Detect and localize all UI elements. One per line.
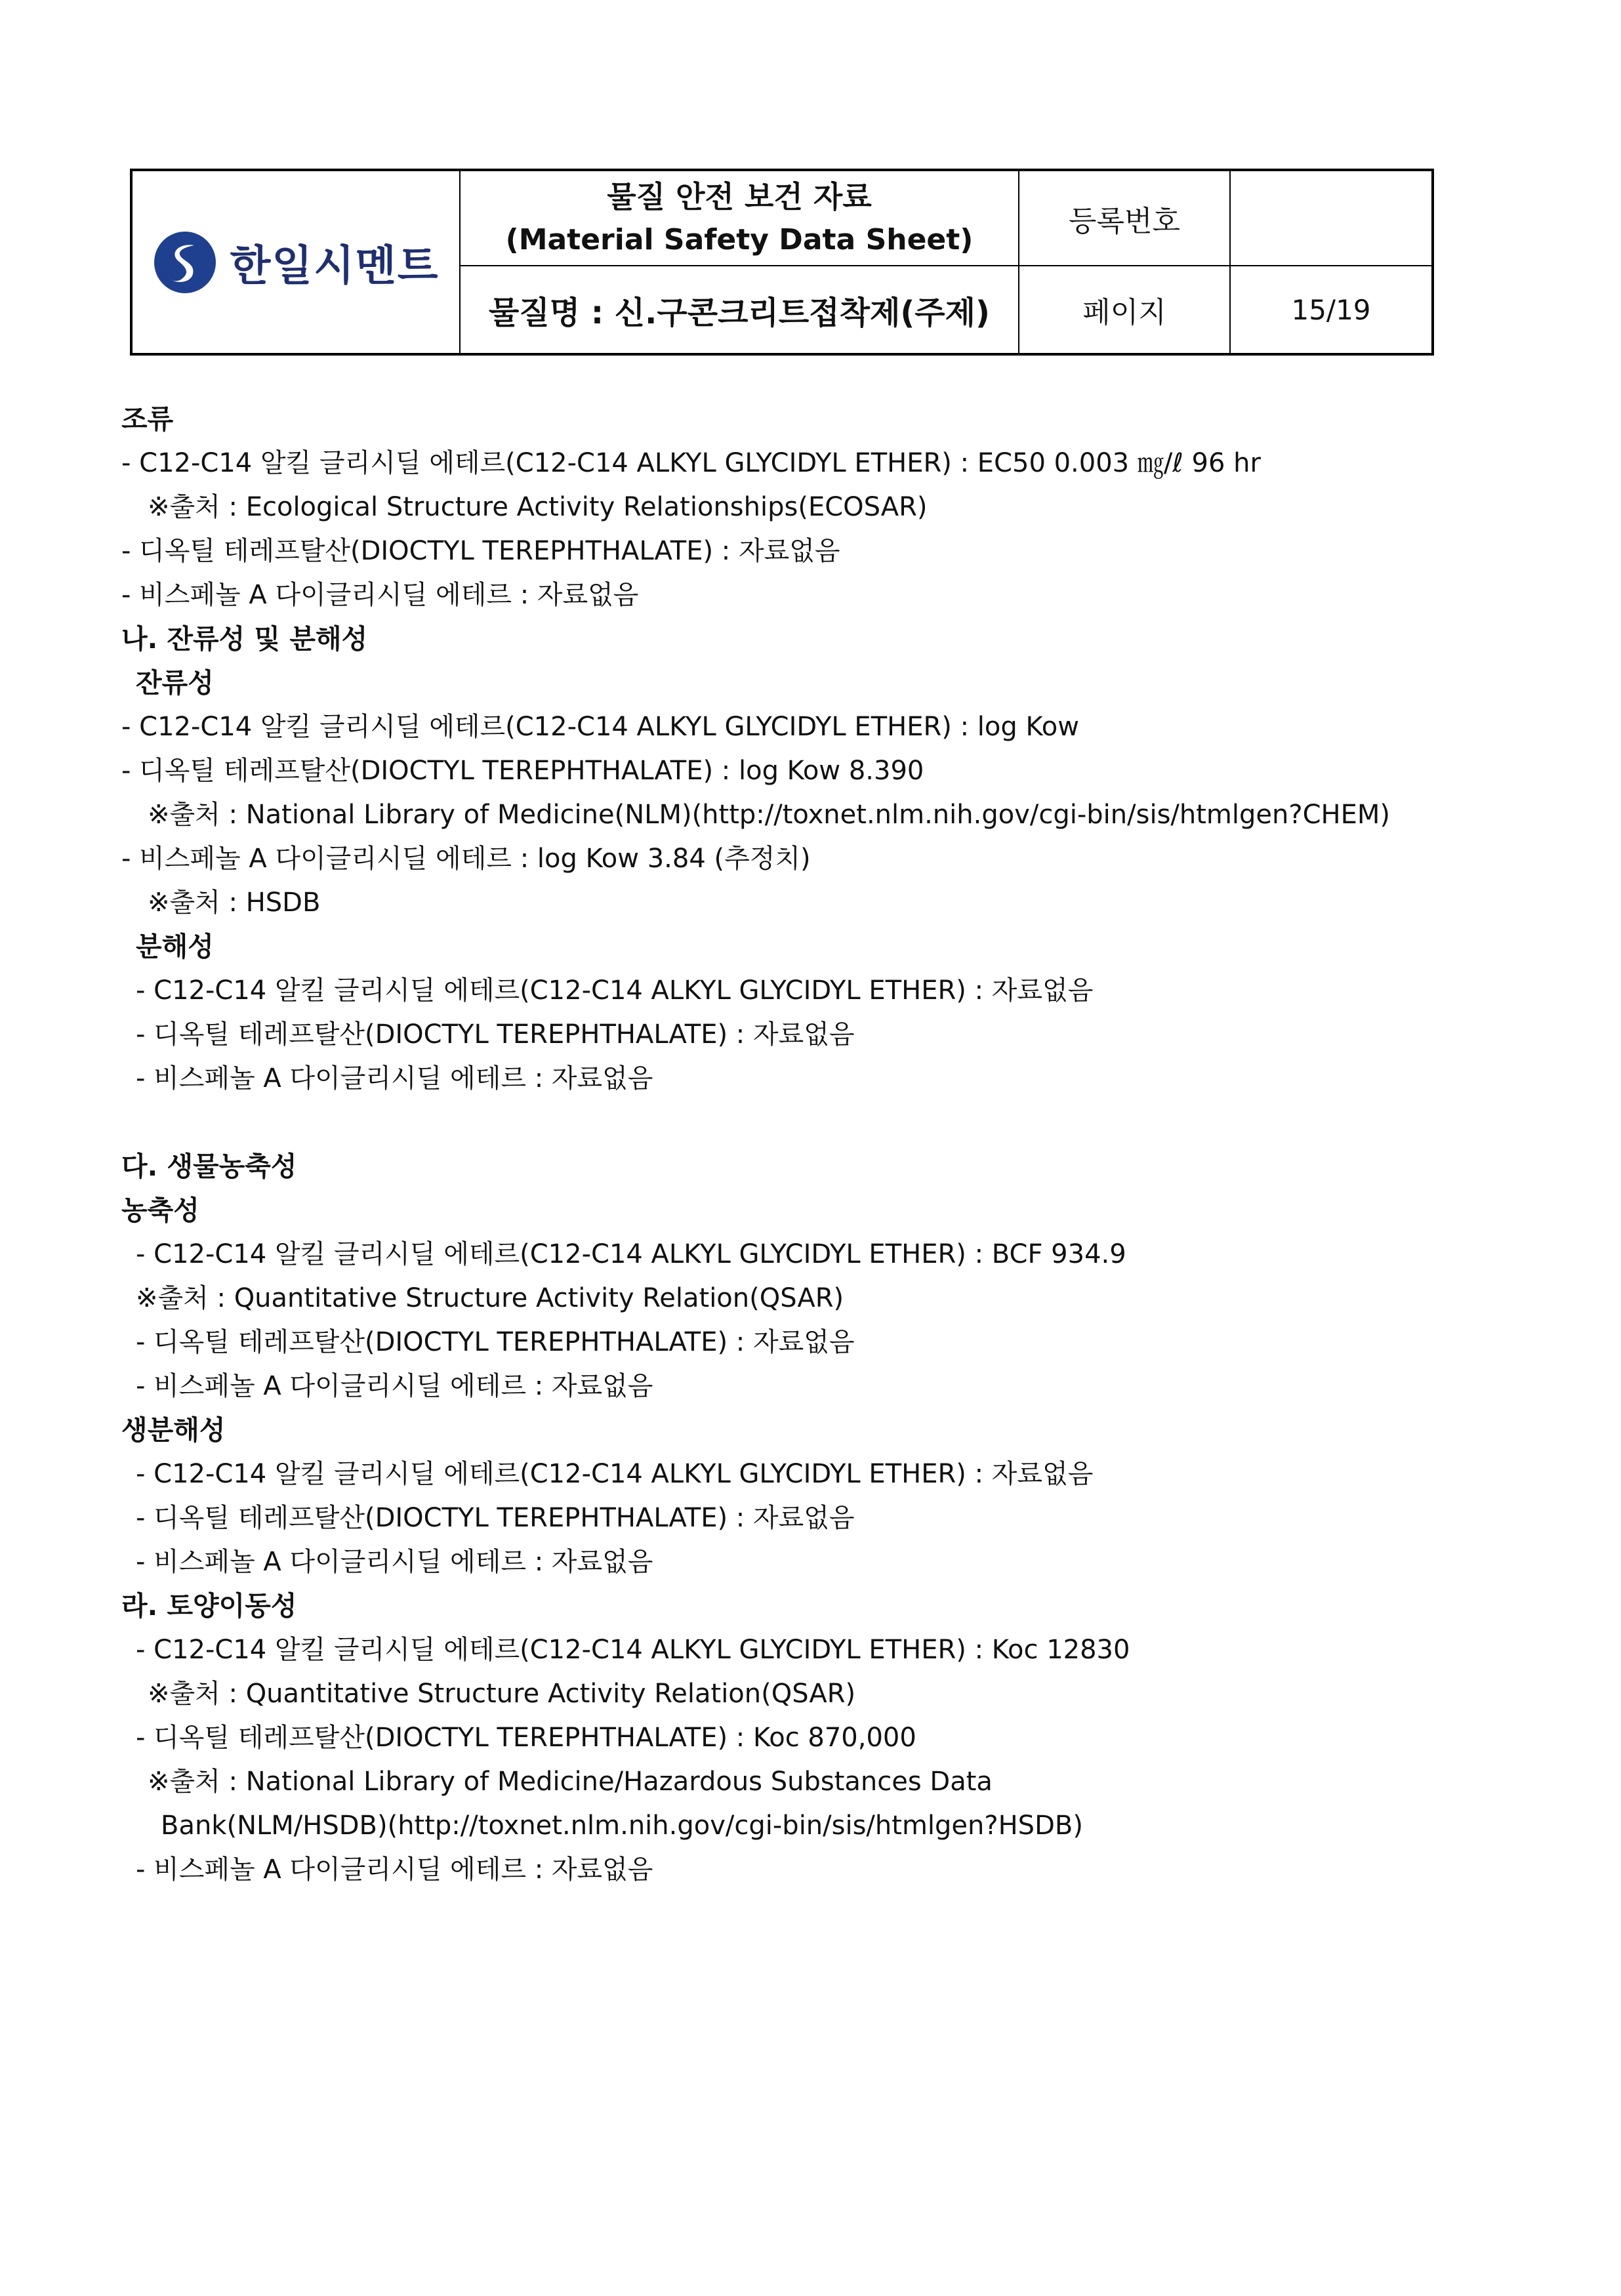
- text-line: ※출처 : Ecological Structure Activity Relationships(ECOSAR): [148, 492, 928, 522]
- document-title: [461, 171, 1018, 265]
- text-line: Bank(NLM/HSDB)(http://toxnet.nlm.nih.gov/cgi-bin/sis/htmlgen?HSDB): [161, 1811, 1083, 1841]
- company-name: 한일시멘트: [230, 241, 440, 291]
- text-line: - C12-C14 알킬 글리시딜 에테르(C12-C14 ALKYL GLYCIDYL ETHER) : Koc 12830: [136, 1635, 1130, 1665]
- text-line: - C12-C14 알킬 글리시딜 에테르(C12-C14 ALKYL GLYCIDYL ETHER) : EC50 0.003 ㎎/ℓ 96 hr: [121, 448, 1261, 478]
- blank-line: [121, 1101, 1532, 1145]
- title-english: (Material Safety Data Sheet): [505, 222, 974, 256]
- section-heading: 잔류성: [136, 667, 214, 699]
- header-table: [130, 169, 1434, 356]
- registration-number-value: [1231, 171, 1431, 265]
- text-line: - 비스페놀 A 다이글리시딜 에테르 : 자료없음: [136, 1063, 653, 1094]
- text-line: ※출처 : Quantitative Structure Activity Relation(QSAR): [136, 1283, 844, 1313]
- text-line: - 디옥틸 테레프탈산(DIOCTYL TEREPHTHALATE) : 자료없음: [136, 1019, 855, 1050]
- text-line: - C12-C14 알킬 글리시딜 에테르(C12-C14 ALKYL GLYCIDYL ETHER) : log Kow: [121, 712, 1079, 742]
- text-line: - 디옥틸 테레프탈산(DIOCTYL TEREPHTHALATE) : log Kow 8.390: [121, 756, 924, 786]
- product-name: 물질명 : 신.구콘크리트접착제(주제): [489, 294, 990, 331]
- logo-cell: [133, 171, 459, 353]
- section-heading: 생분해성: [121, 1414, 226, 1446]
- text-line: - 디옥틸 테레프탈산(DIOCTYL TEREPHTHALATE) : 자료없음: [136, 1327, 855, 1357]
- text-line: - 비스페놀 A 다이글리시딜 에테르 : 자료없음: [136, 1855, 653, 1885]
- text-line: - C12-C14 알킬 글리시딜 에테르(C12-C14 ALKYL GLYCIDYL ETHER) : 자료없음: [136, 1459, 1094, 1489]
- registration-number-label: 등록번호: [1068, 204, 1180, 238]
- company-logo: [152, 230, 439, 295]
- text-line: ※출처 : Quantitative Structure Activity Relation(QSAR): [148, 1679, 856, 1709]
- text-line: - 디옥틸 테레프탈산(DIOCTYL TEREPHTHALATE) : 자료없음: [136, 1503, 855, 1533]
- text-line: - 비스페놀 A 다이글리시딜 에테르 : 자료없음: [136, 1371, 653, 1401]
- text-line: - 비스페놀 A 다이글리시딜 에테르 : 자료없음: [121, 580, 639, 610]
- text-line: - C12-C14 알킬 글리시딜 에테르(C12-C14 ALKYL GLYCIDYL ETHER) : BCF 934.9: [136, 1239, 1126, 1269]
- title-korean: 물질 안전 보건 자료: [607, 178, 872, 215]
- text-line: - C12-C14 알킬 글리시딜 에테르(C12-C14 ALKYL GLYCIDYL ETHER) : 자료없음: [136, 975, 1094, 1006]
- text-line: ※출처 : National Library of Medicine(NLM)(http://toxnet.nlm.nih.gov/cgi-bin/sis/htmlgen?CHEM): [148, 800, 1390, 830]
- text-line: ※출처 : HSDB: [148, 888, 321, 918]
- text-line: - 비스페놀 A 다이글리시딜 에테르 : 자료없음: [136, 1547, 653, 1577]
- section-heading: 농축성: [121, 1195, 199, 1226]
- text-line: ※출처 : National Library of Medicine/Hazardous Substances Data: [148, 1767, 993, 1797]
- section-heading: 다. 생물농축성: [121, 1151, 297, 1182]
- section-heading: 분해성: [136, 931, 214, 962]
- text-line: - 디옥틸 테레프탈산(DIOCTYL TEREPHTHALATE) : Koc 870,000: [136, 1723, 916, 1753]
- section-heading: 나. 잔류성 및 분해성: [121, 623, 368, 655]
- section-heading: 조류: [121, 403, 174, 435]
- company-logo-icon: [152, 230, 218, 295]
- document-body: [121, 398, 1532, 1892]
- text-line: - 비스페놀 A 다이글리시딜 에테르 : log Kow 3.84 (추정치): [121, 844, 811, 874]
- page-number: 15/19: [1291, 293, 1371, 326]
- section-heading: 라. 토양이동성: [121, 1590, 297, 1622]
- text-line: - 디옥틸 테레프탈산(DIOCTYL TEREPHTHALATE) : 자료없음: [121, 536, 840, 566]
- page-label: 페이지: [1082, 296, 1166, 329]
